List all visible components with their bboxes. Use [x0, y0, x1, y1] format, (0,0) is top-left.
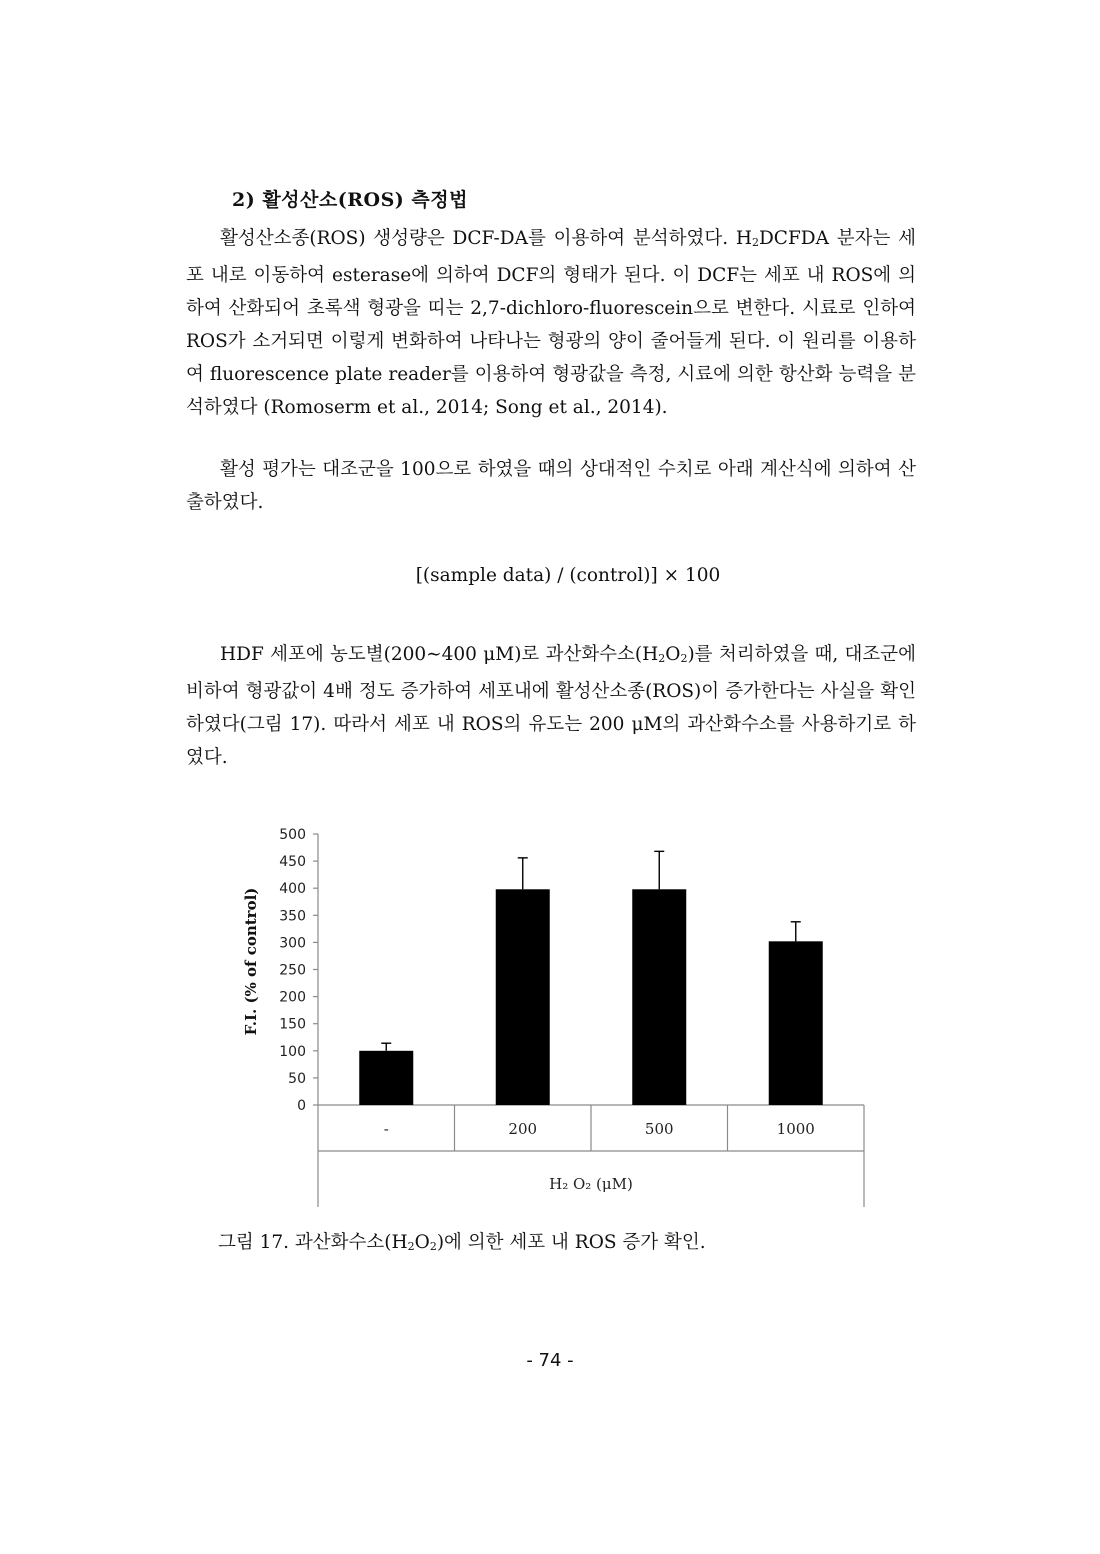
y-tick-label: 400: [279, 881, 306, 898]
error-bars: [381, 851, 801, 1050]
formula: [(sample data) / (control)] × 100: [415, 565, 721, 586]
y-tick-label: 300: [279, 935, 306, 952]
p1-line1-b: DCFDA: [758, 228, 829, 249]
y-tick-label: 350: [279, 908, 306, 925]
bar: [496, 889, 550, 1105]
y-ticks: [279, 827, 318, 1114]
bars: [359, 889, 823, 1105]
caption-part1: 그림 17. 과산화수소(H: [218, 1232, 408, 1253]
p3-part3: )를 처리하였을 때, 대조군에 비하여 형광값이 4배 정도 증가하여 세포내에 활성산소종(ROS)이 증가한다는 사실을 확인하였다(그림 17). 따라서 세포 내 ROS의 유도는 200 μM의 과산화수소를 사용하기로 하였다.: [186, 644, 916, 768]
caption-sub1: 2: [407, 1240, 415, 1253]
category-label: 1000: [776, 1120, 815, 1138]
p3-sub1: 2: [658, 652, 666, 665]
category-labels: [384, 1120, 815, 1138]
p2-text: 활성 평가는 대조군을 100으로 하였을 때의 상대적인 수치로 아래 계산식에 의하여 산출하였다.: [186, 459, 916, 513]
category-label: 500: [644, 1120, 674, 1138]
figure-caption: [218, 1228, 706, 1254]
paragraph-evaluation: [186, 453, 916, 519]
p1-rest: 분자는 세포 내로 이동하여 esterase에 의하여 DCF의 형태가 된다. 이 DCF는 세포 내 ROS에 의하여 산화되어 초록색 형광을 띠는 2,7-dichloro-fluorescein으로 변한다. 시료로 인하여 ROS가 소거되면 이렇게 변화하여 나타나는 형광의 양이 줄어들게 된다. 이 원리를 이용하여 fluorescence plate reader를 이용하여 형광값을 측정, 시료에 의한 항산화 능력을 분석하였다 (Romoserm et al., 2014; Song et al., 2014).: [186, 228, 917, 418]
y-axis-title: F.I. (% of control): [242, 887, 260, 1036]
y-tick-label: 250: [279, 962, 306, 979]
section-heading: 2) 활성산소(ROS) 측정법: [232, 189, 468, 211]
y-tick-label: 200: [279, 989, 306, 1006]
bar: [359, 1051, 413, 1105]
y-tick-label: 0: [297, 1098, 306, 1114]
category-label: 200: [508, 1120, 538, 1138]
y-tick-label: 150: [279, 1016, 306, 1033]
bar-chart: [230, 820, 880, 1220]
caption-part3: )에 의한 세포 내 ROS 증가 확인.: [436, 1232, 706, 1253]
paragraph-ros-method: [186, 222, 916, 424]
p3-part2: O: [665, 644, 681, 665]
p1-sub: 2: [751, 236, 759, 249]
caption-part2: O: [414, 1232, 430, 1253]
caption-sub2: 2: [429, 1240, 437, 1253]
p1-line1-a: 활성산소종(ROS) 생성량은 DCF-DA를 이용하여 분석하였다. H: [220, 228, 752, 249]
x-axis-title: H₂ O₂ (μM): [549, 1175, 633, 1193]
y-tick-label: 500: [279, 827, 306, 843]
p3-sub2: 2: [680, 652, 688, 665]
bar: [769, 941, 823, 1105]
page-number: - 74 -: [526, 1350, 574, 1371]
y-tick-label: 450: [279, 854, 306, 871]
category-label: -: [383, 1120, 389, 1138]
y-tick-label: 50: [288, 1070, 306, 1087]
y-tick-label: 100: [279, 1043, 306, 1060]
p3-part1: HDF 세포에 농도별(200∼400 μM)로 과산화수소(H: [220, 644, 659, 665]
bar: [632, 889, 686, 1105]
paragraph-hdf-result: [186, 638, 916, 774]
